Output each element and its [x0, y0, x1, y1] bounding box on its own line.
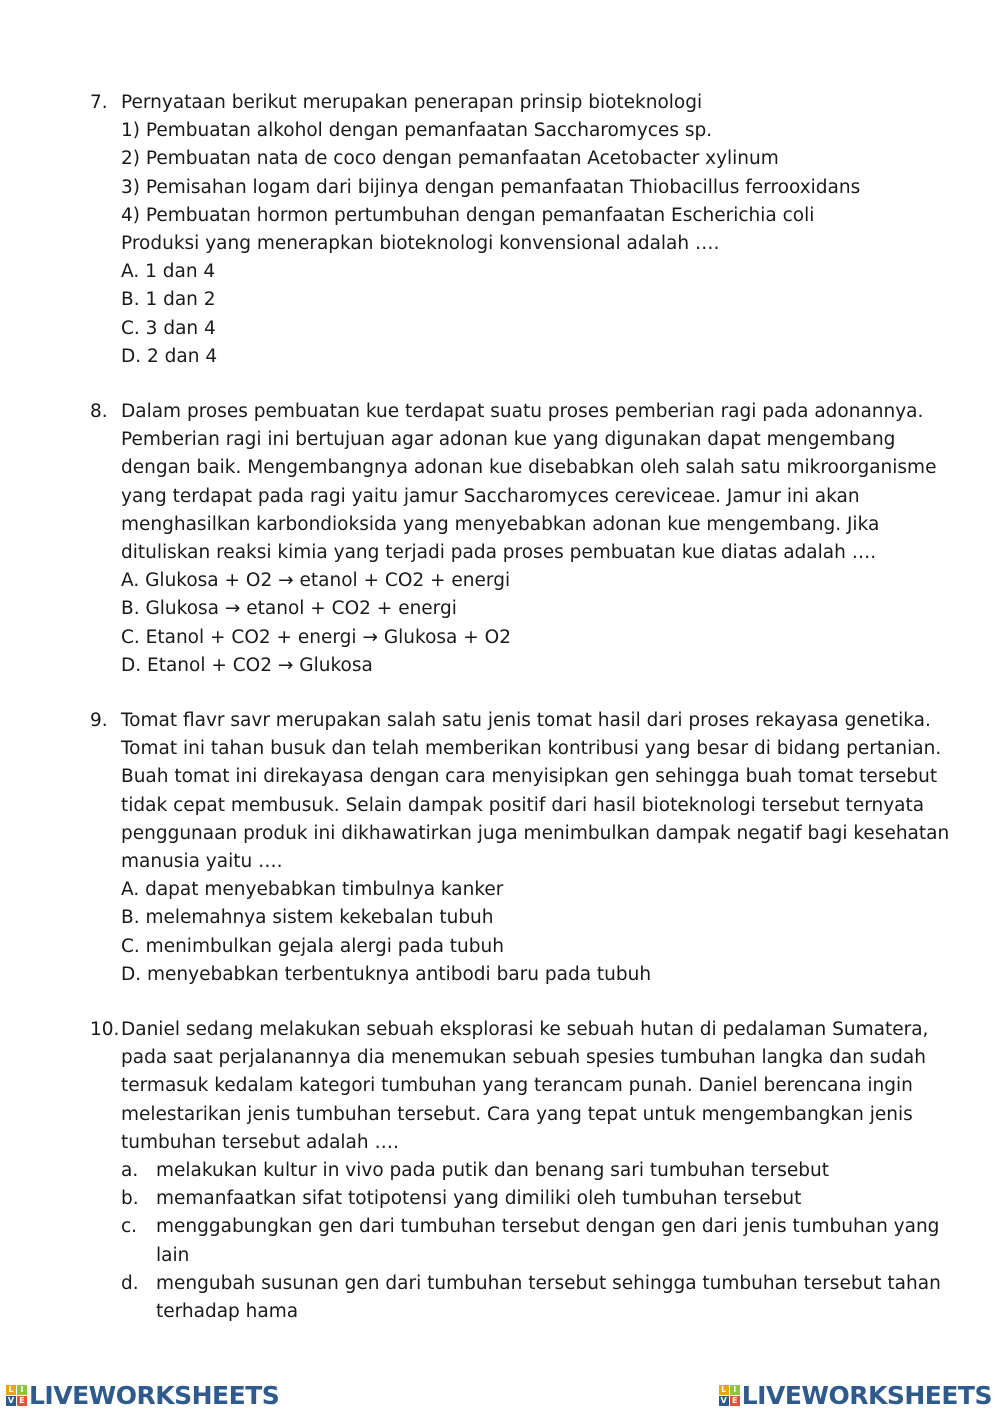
logo-letter: E	[17, 1396, 27, 1406]
logo-letter: I	[730, 1385, 740, 1395]
statement-item: 3) Pemisahan logam dari bijinya dengan pemanfaatan Thiobacillus ferrooxidans	[121, 176, 861, 198]
liveworksheets-logo-right	[719, 1380, 992, 1410]
question-text: Daniel sedang melakukan sebuah eksplorasi ke sebuah hutan di pedalaman Sumatera, pada saat perjalanannya dia menemukan sebuah spesies tumbuhan langka dan sudah termasuk kedalam kategori tumbuhan yang terancam punah. Daniel berencana ingin melestarikan jenis tumbuhan tersebut. Cara yang tepat untuk mengembangkan jenis tumbuhan tersebut adalah ….	[121, 1019, 929, 1153]
question-7	[90, 89, 950, 371]
liveworksheets-logo-icon	[6, 1385, 27, 1406]
question-number: 9.	[90, 710, 108, 731]
statement-item: 2) Pembuatan nata de coco dengan pemanfaatan Acetobacter xylinum	[121, 148, 779, 170]
answer-option-a[interactable]: A. Glukosa + O2 → etanol + CO2 + energi	[121, 570, 511, 592]
option-label: c.	[121, 1216, 138, 1238]
option-text: mengubah susunan gen dari tumbuhan tersebut sehingga tumbuhan tersebut tahan terhadap hama	[156, 1272, 941, 1323]
statement-item: 4) Pembuatan hormon pertumbuhan dengan pemanfaatan Escherichia coli	[121, 204, 815, 226]
question-number: 10.	[90, 1019, 120, 1040]
option-label: d.	[121, 1272, 139, 1294]
answer-option-d[interactable]: D. menyebabkan terbentuknya antibodi baru pada tubuh	[121, 963, 652, 985]
answer-option-d[interactable]	[121, 1270, 950, 1326]
answer-option-b[interactable]: B. melemahnya sistem kekebalan tubuh	[121, 907, 494, 929]
answer-option-c[interactable]: C. Etanol + CO2 + energi → Glukosa + O2	[121, 626, 511, 648]
statement-item: 1) Pembuatan alkohol dengan pemanfaatan Saccharomyces sp.	[121, 120, 713, 142]
answer-option-c[interactable]: C. menimbulkan gejala alergi pada tubuh	[121, 935, 504, 957]
question-number: 7.	[90, 92, 108, 113]
question-stem: Pernyataan berikut merupakan penerapan prinsip bioteknologi	[121, 92, 703, 113]
answer-option-b[interactable]: B. 1 dan 2	[121, 289, 216, 311]
liveworksheets-logo-icon	[719, 1385, 740, 1406]
answer-option-c[interactable]: C. 3 dan 4	[121, 317, 216, 339]
answer-option-b[interactable]	[121, 1185, 950, 1213]
logo-letter: I	[17, 1385, 27, 1395]
logo-letter: V	[7, 1395, 15, 1405]
question-number: 8.	[90, 401, 108, 422]
answer-option-b[interactable]: B. Glukosa → etanol + CO2 + energi	[121, 598, 457, 620]
logo-letter: L	[719, 1385, 729, 1395]
question-text: Dalam proses pembuatan kue terdapat suatu proses pemberian ragi pada adonannya. Pemberian ragi ini bertujuan agar adonan kue yang digunakan dapat mengembang dengan baik. Mengembangnya adonan kue disebabkan oleh salah satu mikroorganisme yang terdapat pada ragi yaitu jamur Saccharomyces cereviceae. Jamur ini akan menghasilkan karbondioksida yang menyebabkan adonan kue mengembang. Jika dituliskan reaksi kimia yang terjadi pada proses pembuatan kue diatas adalah ….	[121, 401, 937, 564]
logo-letter: V	[720, 1395, 727, 1405]
answer-option-a[interactable]	[121, 1157, 950, 1185]
answer-option-d[interactable]: D. 2 dan 4	[121, 345, 218, 367]
option-text: memanfaatkan sifat totipotensi yang dimiliki oleh tumbuhan tersebut	[156, 1188, 802, 1210]
question-9	[90, 707, 950, 989]
option-label: a.	[121, 1160, 139, 1182]
question-10	[90, 1016, 950, 1326]
logo-letter: E	[730, 1396, 740, 1406]
logo-letter: L	[6, 1385, 16, 1395]
liveworksheets-logo-left	[6, 1380, 279, 1410]
question-8	[90, 398, 950, 680]
brand-name: LIVEWORKSHEETS	[29, 1380, 280, 1410]
question-text: Tomat flavr savr merupakan salah satu jenis tomat hasil dari proses rekayasa genetika. Tomat ini tahan busuk dan telah memberikan kontribusi yang besar di bidang pertanian. Buah tomat ini direkayasa dengan cara menyisipkan gen sehingga buah tomat tersebut tidak cepat membusuk. Selain dampak positif dari hasil bioteknologi tersebut ternyata penggunaan produk ini dikhawatirkan juga menimbulkan dampak negatif bagi kesehatan manusia yaitu ….	[121, 710, 950, 873]
answer-option-a[interactable]: A. dapat menyebabkan timbulnya kanker	[121, 879, 504, 901]
answer-option-d[interactable]: D. Etanol + CO2 → Glukosa	[121, 654, 373, 676]
option-text: menggabungkan gen dari tumbuhan tersebut dengan gen dari jenis tumbuhan yang lain	[156, 1216, 940, 1266]
brand-name: LIVEWORKSHEETS	[741, 1380, 992, 1410]
answer-option-a[interactable]: A. 1 dan 4	[121, 261, 216, 283]
question-prompt: Produksi yang menerapkan bioteknologi konvensional adalah ….	[121, 233, 720, 255]
answer-option-c[interactable]	[121, 1213, 950, 1269]
option-label: b.	[121, 1188, 139, 1210]
option-text: melakukan kultur in vivo pada putik dan benang sari tumbuhan tersebut	[156, 1160, 829, 1182]
